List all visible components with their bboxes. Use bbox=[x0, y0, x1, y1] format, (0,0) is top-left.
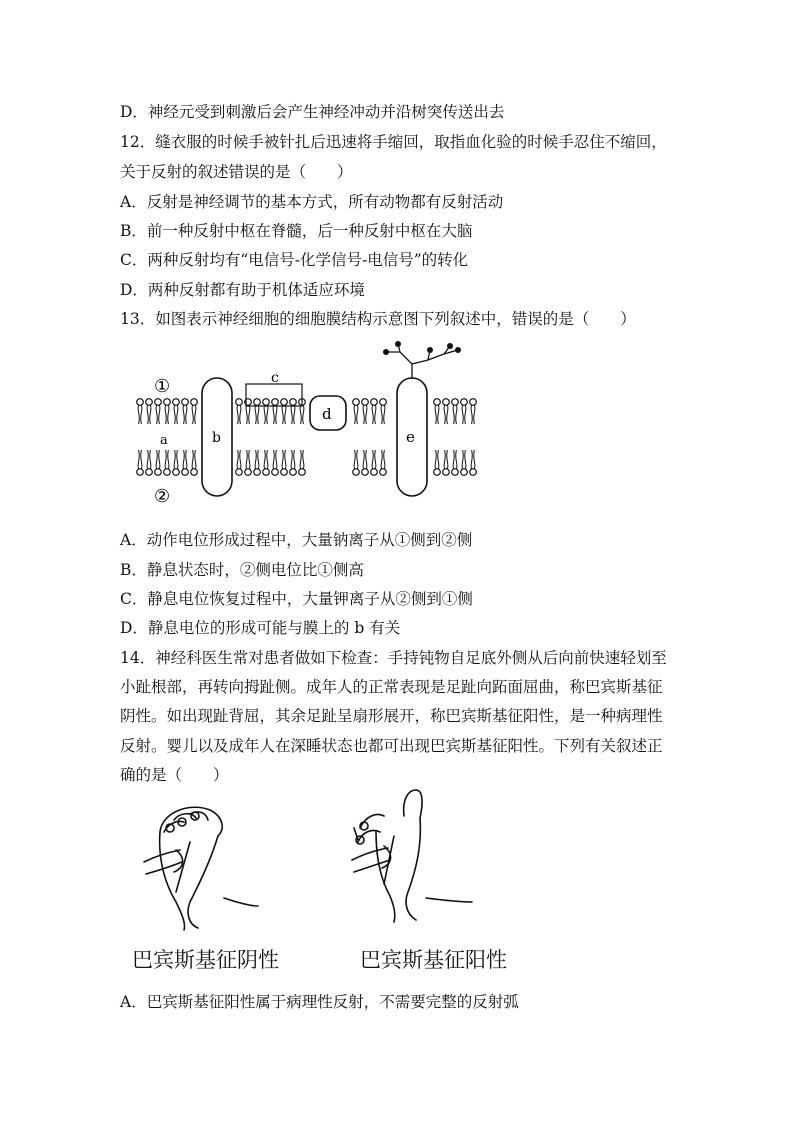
lipid-head-top bbox=[272, 399, 279, 424]
lipid-head-top bbox=[137, 399, 144, 424]
q12-option-b: B．前一种反射中枢在脊髓，后一种反射中枢在大脑 bbox=[120, 222, 473, 240]
box-c bbox=[246, 384, 302, 406]
lipid-head-bottom bbox=[434, 450, 441, 475]
lipid-head-top bbox=[281, 399, 288, 424]
lipid-head-top bbox=[461, 399, 468, 424]
membrane-diagram bbox=[132, 340, 482, 505]
lipid-head-bottom bbox=[137, 450, 144, 475]
lipid-head-top bbox=[290, 399, 297, 424]
lipid-head-bottom bbox=[254, 450, 261, 475]
lipid-head-bottom bbox=[353, 450, 360, 475]
lipid-head-top bbox=[191, 399, 198, 424]
q13-option-b: B．静息状态时，②侧电位比①侧高 bbox=[120, 561, 364, 579]
lipid-head-bottom bbox=[245, 450, 252, 475]
caption-babinski-negative: 巴宾斯基征阴性 bbox=[132, 948, 279, 972]
q12-option-d: D．两种反射都有助于机体适应环境 bbox=[120, 281, 365, 299]
lipid-head-top bbox=[380, 399, 387, 424]
q14-option-a: A．巴宾斯基征阳性属于病理性反射，不需要完整的反射弧 bbox=[120, 993, 519, 1011]
lipid-head-bottom bbox=[182, 450, 189, 475]
lipid-head-bottom bbox=[173, 450, 180, 475]
lipid-head-bottom bbox=[461, 450, 468, 475]
q13-option-a: A．动作电位形成过程中，大量钠离子从①侧到②侧 bbox=[120, 531, 473, 549]
q14-stem-line1: 14．神经科医生常对患者做如下检查：手持钝物自足底外侧从后向前快速轻划至 bbox=[120, 649, 667, 667]
q13-option-d: D．静息电位的形成可能与膜上的 b 有关 bbox=[120, 619, 401, 637]
lipid-head-top bbox=[254, 399, 261, 424]
lipid-head-bottom bbox=[191, 450, 198, 475]
q12-option-c: C．两种反射均有“电信号-化学信号-电信号”的转化 bbox=[120, 251, 469, 269]
lipid-head-top bbox=[362, 399, 369, 424]
foot-positive-illustration bbox=[346, 788, 476, 923]
q12-stem-line2: 关于反射的叙述错误的是（ ） bbox=[120, 163, 353, 181]
lipid-head-top bbox=[434, 399, 441, 424]
label-d: d bbox=[322, 405, 332, 423]
q13-option-c: C．静息电位恢复过程中，大量钾离子从②侧到①侧 bbox=[120, 590, 473, 608]
lipid-head-bottom bbox=[281, 450, 288, 475]
lipid-head-bottom bbox=[164, 450, 171, 475]
q12-stem-line1: 12．缝衣服的时候手被针扎后迅速将手缩回，取指血化验的时候手忍住不缩回， bbox=[120, 133, 667, 151]
q14-stem-line3: 阴性。如出现趾背屈，其余足趾呈扇形展开，称巴宾斯基征阳性，是一种病理性 bbox=[120, 707, 663, 725]
label-b: b bbox=[212, 430, 221, 446]
lipid-head-top bbox=[173, 399, 180, 424]
lipid-head-top bbox=[470, 399, 477, 424]
lipid-head-top bbox=[452, 399, 459, 424]
q13-stem: 13．如图表示神经细胞的细胞膜结构示意图下列叙述中，错误的是（ ） bbox=[120, 310, 636, 328]
lipid-head-top bbox=[164, 399, 171, 424]
lipid-head-bottom bbox=[443, 450, 450, 475]
lipid-head-top bbox=[263, 399, 270, 424]
label-a: a bbox=[160, 433, 168, 448]
lipid-head-bottom bbox=[263, 450, 270, 475]
lipid-head-top bbox=[353, 399, 360, 424]
side-2-label: ② bbox=[154, 486, 171, 505]
q14-stem-line4: 反射。婴儿以及成年人在深睡状态也都可出现巴宾斯基征阳性。下列有关叙述正 bbox=[120, 737, 663, 755]
lipid-head-bottom bbox=[272, 450, 279, 475]
side-1-label: ① bbox=[154, 376, 171, 397]
q14-stem-line5: 确的是（ ） bbox=[120, 766, 229, 784]
lipid-head-bottom bbox=[371, 450, 378, 475]
lipid-head-top bbox=[155, 399, 162, 424]
lipid-head-bottom bbox=[290, 450, 297, 475]
lipid-head-top bbox=[236, 399, 243, 424]
q11-option-d: D．神经元受到刺激后会产生神经冲动并沿树突传送出去 bbox=[120, 103, 505, 121]
lipid-head-bottom bbox=[236, 450, 243, 475]
lipid-head-bottom bbox=[299, 450, 306, 475]
q14-stem-line2: 小趾根部，再转向拇趾侧。成年人的正常表现是足趾向跖面屈曲，称巴宾斯基征 bbox=[120, 678, 663, 696]
lipid-head-top bbox=[371, 399, 378, 424]
label-e: e bbox=[406, 428, 415, 446]
glycoprotein-chain bbox=[386, 344, 458, 378]
lipid-head-bottom bbox=[470, 450, 477, 475]
lipid-head-bottom bbox=[362, 450, 369, 475]
caption-babinski-positive: 巴宾斯基征阳性 bbox=[360, 948, 507, 972]
lipid-head-top bbox=[146, 399, 153, 424]
lipid-head-top bbox=[443, 399, 450, 424]
lipid-head-bottom bbox=[155, 450, 162, 475]
lipid-head-top bbox=[182, 399, 189, 424]
lipid-head-bottom bbox=[380, 450, 387, 475]
foot-negative-illustration bbox=[140, 802, 260, 932]
q12-option-a: A．反射是神经调节的基本方式，所有动物都有反射活动 bbox=[120, 193, 504, 211]
label-c: c bbox=[271, 370, 279, 386]
lipid-head-bottom bbox=[452, 450, 459, 475]
lipid-head-bottom bbox=[146, 450, 153, 475]
